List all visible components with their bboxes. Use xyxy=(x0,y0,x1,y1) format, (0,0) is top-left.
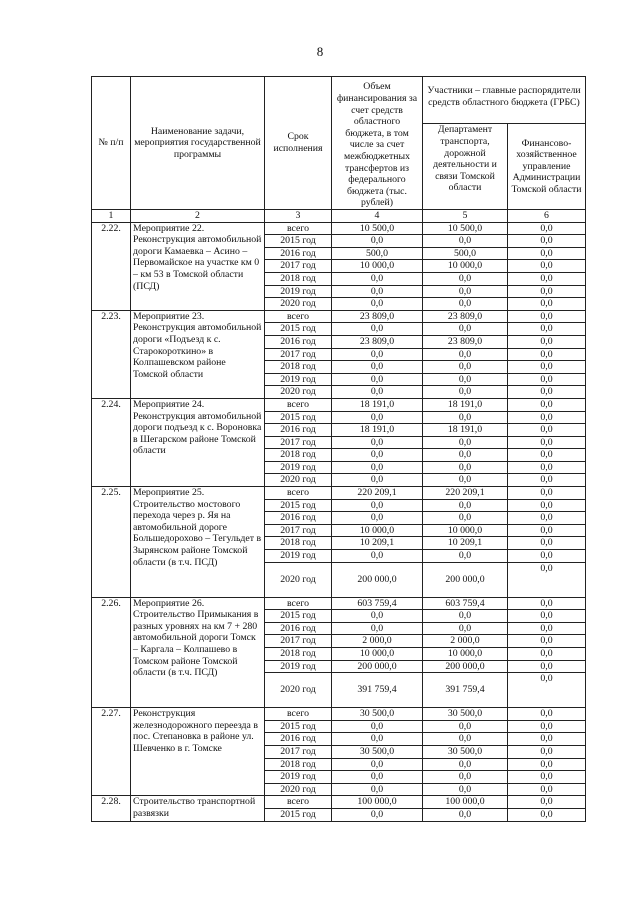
table-row xyxy=(92,597,586,610)
administration-cell: 0,0 xyxy=(508,222,586,235)
volume-cell: 0,0 xyxy=(332,771,423,784)
department-cell: 23 809,0 xyxy=(423,310,508,323)
department-cell: 0,0 xyxy=(423,272,508,285)
administration-cell: 0,0 xyxy=(508,272,586,285)
term-cell: 2016 год xyxy=(265,622,332,635)
volume-cell: 0,0 xyxy=(332,733,423,746)
administration-cell: 0,0 xyxy=(508,537,586,550)
volume-cell: 0,0 xyxy=(332,348,423,361)
item-number: 2.22. xyxy=(92,222,131,310)
department-cell: 30 500,0 xyxy=(423,745,508,758)
administration-cell: 0,0 xyxy=(508,424,586,437)
volume-cell: 0,0 xyxy=(332,808,423,821)
volume-cell: 200 000,0 xyxy=(332,562,423,597)
volume-cell: 200 000,0 xyxy=(332,660,423,673)
volume-cell: 0,0 xyxy=(332,512,423,525)
item-number: 2.26. xyxy=(92,597,131,708)
volume-cell: 10 000,0 xyxy=(332,524,423,537)
department-cell: 0,0 xyxy=(423,348,508,361)
term-cell: всего xyxy=(265,796,332,809)
table-row xyxy=(92,222,586,235)
department-cell: 0,0 xyxy=(423,323,508,336)
department-cell: 0,0 xyxy=(423,436,508,449)
administration-cell: 0,0 xyxy=(508,449,586,462)
volume-cell: 2 000,0 xyxy=(332,635,423,648)
department-cell: 0,0 xyxy=(423,461,508,474)
term-cell: 2019 год xyxy=(265,771,332,784)
volume-cell: 0,0 xyxy=(332,622,423,635)
term-cell: 2015 год xyxy=(265,808,332,821)
administration-cell: 0,0 xyxy=(508,298,586,311)
term-cell: 2017 год xyxy=(265,348,332,361)
volume-cell: 23 809,0 xyxy=(332,335,423,348)
volume-cell: 0,0 xyxy=(332,411,423,424)
header-col-no: № п/п xyxy=(92,77,131,210)
header-col-name: Наименование задачи, мероприятия государственной программы xyxy=(131,77,265,210)
volume-cell: 0,0 xyxy=(332,272,423,285)
department-cell: 391 759,4 xyxy=(423,673,508,708)
department-cell: 220 209,1 xyxy=(423,487,508,500)
department-cell: 0,0 xyxy=(423,758,508,771)
administration-cell: 0,0 xyxy=(508,436,586,449)
term-cell: всего xyxy=(265,597,332,610)
volume-cell: 10 500,0 xyxy=(332,222,423,235)
item-number: 2.28. xyxy=(92,796,131,821)
term-cell: 2018 год xyxy=(265,537,332,550)
department-cell: 10 000,0 xyxy=(423,524,508,537)
administration-cell: 0,0 xyxy=(508,361,586,374)
item-name: Мероприятие 23. Реконструкция автомобильной дороги «Подъезд к с. Старокороткино» в Колпашевском районе Томской области xyxy=(131,310,265,398)
item-name: Реконструкция железнодорожного переезда в пос. Степановка в районе ул. Шевченко в г. Томске xyxy=(131,708,265,796)
administration-cell: 0,0 xyxy=(508,373,586,386)
administration-cell: 0,0 xyxy=(508,796,586,809)
department-cell: 100 000,0 xyxy=(423,796,508,809)
term-cell: 2015 год xyxy=(265,323,332,336)
column-number: 3 xyxy=(265,210,332,223)
volume-cell: 0,0 xyxy=(332,720,423,733)
table-row xyxy=(92,398,586,411)
department-cell: 200 000,0 xyxy=(423,562,508,597)
department-cell: 200 000,0 xyxy=(423,660,508,673)
item-name: Мероприятие 25. Строительство мостового перехода через р. Яя на автомобильной дороге Большедорохово – Тегульдет в Зырянском районе Томской области (в т.ч. ПСД) xyxy=(131,487,265,598)
department-cell: 0,0 xyxy=(423,411,508,424)
administration-cell: 0,0 xyxy=(508,622,586,635)
item-name: Мероприятие 26. Строительство Примыкания в разных уровнях на км 7 + 280 автомобильной дороги Томск – Каргала – Колпашево в Томском районе Томской области (в т.ч. ПСД) xyxy=(131,597,265,708)
term-cell: всего xyxy=(265,708,332,721)
term-cell: 2020 год xyxy=(265,783,332,796)
term-cell: 2020 год xyxy=(265,298,332,311)
department-cell: 18 191,0 xyxy=(423,398,508,411)
page-number: 8 xyxy=(316,44,324,59)
term-cell: 2019 год xyxy=(265,660,332,673)
term-cell: 2018 год xyxy=(265,648,332,661)
volume-cell: 0,0 xyxy=(332,550,423,563)
term-cell: 2015 год xyxy=(265,411,332,424)
volume-cell: 30 500,0 xyxy=(332,745,423,758)
volume-cell: 0,0 xyxy=(332,235,423,248)
item-name: Строительство транспортной развязки xyxy=(131,796,265,821)
volume-cell: 30 500,0 xyxy=(332,708,423,721)
administration-cell: 0,0 xyxy=(508,474,586,487)
term-cell: 2019 год xyxy=(265,461,332,474)
volume-cell: 0,0 xyxy=(332,783,423,796)
table-row xyxy=(92,310,586,323)
department-cell: 0,0 xyxy=(423,622,508,635)
administration-cell: 0,0 xyxy=(508,335,586,348)
volume-cell: 0,0 xyxy=(332,386,423,399)
term-cell: 2017 год xyxy=(265,260,332,273)
department-cell: 0,0 xyxy=(423,512,508,525)
volume-cell: 603 759,4 xyxy=(332,597,423,610)
term-cell: 2017 год xyxy=(265,745,332,758)
volume-cell: 18 191,0 xyxy=(332,398,423,411)
department-cell: 2 000,0 xyxy=(423,635,508,648)
term-cell: 2020 год xyxy=(265,474,332,487)
department-cell: 500,0 xyxy=(423,247,508,260)
administration-cell: 0,0 xyxy=(508,260,586,273)
department-cell: 603 759,4 xyxy=(423,597,508,610)
term-cell: 2017 год xyxy=(265,436,332,449)
administration-cell: 0,0 xyxy=(508,235,586,248)
administration-cell: 0,0 xyxy=(508,720,586,733)
administration-cell: 0,0 xyxy=(508,487,586,500)
item-name: Мероприятие 22. Реконструкция автомобильной дороги Камаевка – Асино – Первомайское на участке км 0 – км 53 в Томской области (ПСД) xyxy=(131,222,265,310)
volume-cell: 23 809,0 xyxy=(332,310,423,323)
department-cell: 0,0 xyxy=(423,285,508,298)
department-cell: 0,0 xyxy=(423,550,508,563)
term-cell: 2018 год xyxy=(265,272,332,285)
department-cell: 10 500,0 xyxy=(423,222,508,235)
administration-cell: 0,0 xyxy=(508,411,586,424)
administration-cell: 0,0 xyxy=(508,398,586,411)
department-cell: 0,0 xyxy=(423,733,508,746)
column-number: 1 xyxy=(92,210,131,223)
term-cell: 2016 год xyxy=(265,512,332,525)
header-col-term: Срок исполнения xyxy=(265,77,332,210)
administration-cell: 0,0 xyxy=(508,635,586,648)
volume-cell: 0,0 xyxy=(332,361,423,374)
term-cell: 2020 год xyxy=(265,386,332,399)
header-col-volume: Объем финансирования за счет средств областного бюджета, в том числе за счет межбюджетных трансфертов из федерального бюджета (тыс. рублей) xyxy=(332,77,423,210)
term-cell: 2018 год xyxy=(265,758,332,771)
term-cell: 2019 год xyxy=(265,373,332,386)
administration-cell: 0,0 xyxy=(508,648,586,661)
column-number: 4 xyxy=(332,210,423,223)
administration-cell: 0,0 xyxy=(508,660,586,673)
administration-cell: 0,0 xyxy=(508,597,586,610)
administration-cell: 0,0 xyxy=(508,285,586,298)
volume-cell: 0,0 xyxy=(332,758,423,771)
department-cell: 0,0 xyxy=(423,610,508,623)
department-cell: 23 809,0 xyxy=(423,335,508,348)
department-cell: 18 191,0 xyxy=(423,424,508,437)
item-number: 2.27. xyxy=(92,708,131,796)
term-cell: 2020 год xyxy=(265,673,332,708)
department-cell: 10 209,1 xyxy=(423,537,508,550)
volume-cell: 0,0 xyxy=(332,449,423,462)
term-cell: 2015 год xyxy=(265,610,332,623)
term-cell: 2016 год xyxy=(265,247,332,260)
volume-cell: 10 000,0 xyxy=(332,648,423,661)
administration-cell: 0,0 xyxy=(508,708,586,721)
administration-cell: 0,0 xyxy=(508,461,586,474)
administration-cell: 0,0 xyxy=(508,247,586,260)
term-cell: 2018 год xyxy=(265,449,332,462)
department-cell: 0,0 xyxy=(423,720,508,733)
administration-cell: 0,0 xyxy=(508,550,586,563)
volume-cell: 0,0 xyxy=(332,499,423,512)
department-cell: 0,0 xyxy=(423,386,508,399)
volume-cell: 0,0 xyxy=(332,298,423,311)
administration-cell: 0,0 xyxy=(508,524,586,537)
term-cell: 2016 год xyxy=(265,424,332,437)
term-cell: 2016 год xyxy=(265,335,332,348)
department-cell: 10 000,0 xyxy=(423,648,508,661)
department-cell: 0,0 xyxy=(423,771,508,784)
term-cell: 2015 год xyxy=(265,499,332,512)
administration-cell: 0,0 xyxy=(508,610,586,623)
volume-cell: 10 209,1 xyxy=(332,537,423,550)
column-number: 2 xyxy=(131,210,265,223)
column-number: 6 xyxy=(508,210,586,223)
department-cell: 0,0 xyxy=(423,373,508,386)
term-cell: 2015 год xyxy=(265,235,332,248)
volume-cell: 391 759,4 xyxy=(332,673,423,708)
term-cell: всего xyxy=(265,487,332,500)
administration-cell: 0,0 xyxy=(508,386,586,399)
administration-cell: 0,0 xyxy=(508,745,586,758)
administration-cell: 0,0 xyxy=(508,771,586,784)
department-cell: 0,0 xyxy=(423,298,508,311)
term-cell: 2020 год xyxy=(265,562,332,597)
volume-cell: 0,0 xyxy=(332,323,423,336)
administration-cell: 0,0 xyxy=(508,758,586,771)
administration-cell: 0,0 xyxy=(508,499,586,512)
term-cell: всего xyxy=(265,310,332,323)
administration-cell: 0,0 xyxy=(508,733,586,746)
header-col-department: Департамент транспорта, дорожной деятельности и связи Томской области xyxy=(423,124,508,210)
department-cell: 30 500,0 xyxy=(423,708,508,721)
volume-cell: 100 000,0 xyxy=(332,796,423,809)
header-col-administration: Финансово-хозяйственное управление Администрации Томской области xyxy=(508,124,586,210)
administration-cell: 0,0 xyxy=(508,323,586,336)
department-cell: 0,0 xyxy=(423,235,508,248)
volume-cell: 0,0 xyxy=(332,285,423,298)
volume-cell: 220 209,1 xyxy=(332,487,423,500)
table-row xyxy=(92,796,586,809)
volume-cell: 0,0 xyxy=(332,474,423,487)
term-cell: 2017 год xyxy=(265,524,332,537)
term-cell: 2019 год xyxy=(265,285,332,298)
column-number: 5 xyxy=(423,210,508,223)
department-cell: 10 000,0 xyxy=(423,260,508,273)
term-cell: 2019 год xyxy=(265,550,332,563)
administration-cell: 0,0 xyxy=(508,808,586,821)
term-cell: 2018 год xyxy=(265,361,332,374)
department-cell: 0,0 xyxy=(423,808,508,821)
administration-cell: 0,0 xyxy=(508,673,586,708)
table-row xyxy=(92,708,586,721)
item-number: 2.25. xyxy=(92,487,131,598)
financing-table xyxy=(91,76,586,822)
department-cell: 0,0 xyxy=(423,474,508,487)
table-row xyxy=(92,487,586,500)
administration-cell: 0,0 xyxy=(508,783,586,796)
department-cell: 0,0 xyxy=(423,361,508,374)
item-name: Мероприятие 24. Реконструкция автомобильной дороги подъезд к с. Вороновка в Шегарском районе Томской области xyxy=(131,398,265,486)
department-cell: 0,0 xyxy=(423,783,508,796)
item-number: 2.24. xyxy=(92,398,131,486)
header-col-participants: Участники – главные распорядители средств областного бюджета (ГРБС) xyxy=(423,77,586,124)
volume-cell: 0,0 xyxy=(332,461,423,474)
administration-cell: 0,0 xyxy=(508,562,586,597)
department-cell: 0,0 xyxy=(423,499,508,512)
term-cell: всего xyxy=(265,398,332,411)
term-cell: 2017 год xyxy=(265,635,332,648)
item-number: 2.23. xyxy=(92,310,131,398)
administration-cell: 0,0 xyxy=(508,310,586,323)
volume-cell: 18 191,0 xyxy=(332,424,423,437)
term-cell: 2015 год xyxy=(265,720,332,733)
volume-cell: 500,0 xyxy=(332,247,423,260)
volume-cell: 10 000,0 xyxy=(332,260,423,273)
department-cell: 0,0 xyxy=(423,449,508,462)
volume-cell: 0,0 xyxy=(332,610,423,623)
administration-cell: 0,0 xyxy=(508,512,586,525)
volume-cell: 0,0 xyxy=(332,373,423,386)
term-cell: всего xyxy=(265,222,332,235)
administration-cell: 0,0 xyxy=(508,348,586,361)
term-cell: 2016 год xyxy=(265,733,332,746)
volume-cell: 0,0 xyxy=(332,436,423,449)
